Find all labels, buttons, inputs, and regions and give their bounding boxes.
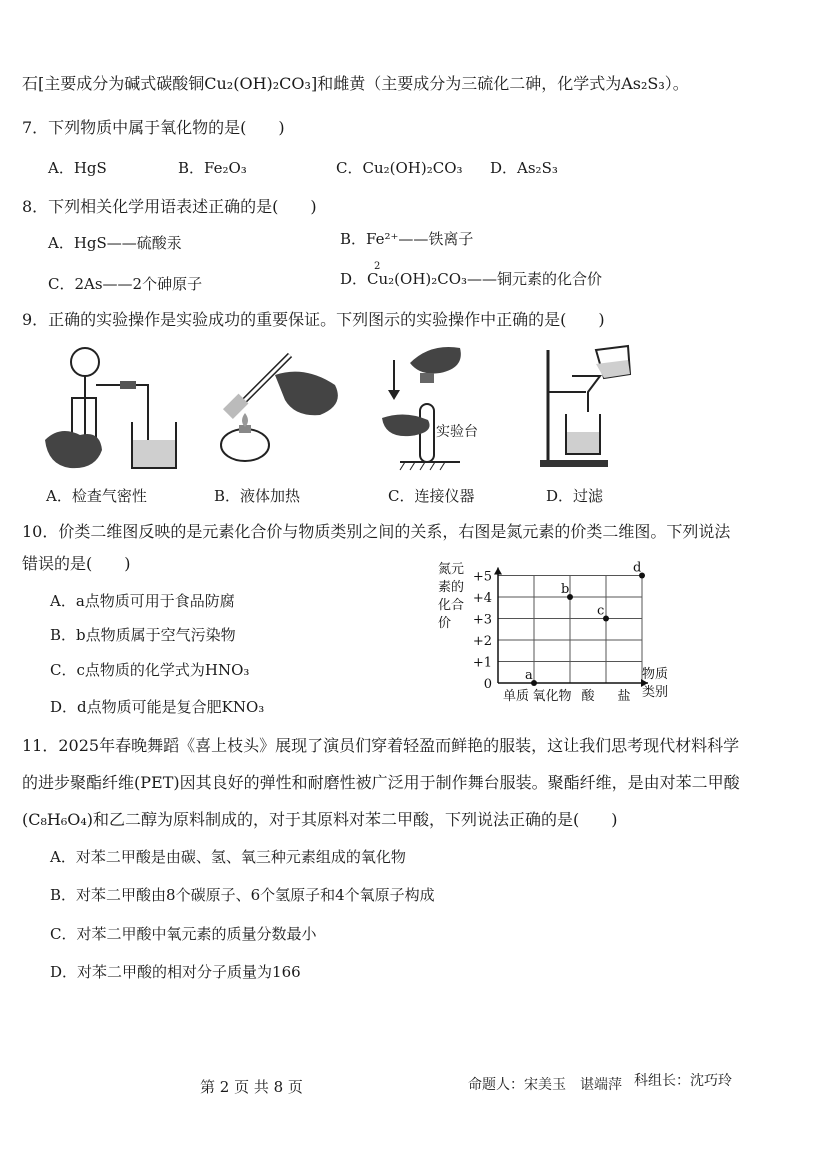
y-tick-label: +1: [472, 655, 492, 671]
q8-option-a: A．HgS——硫酸汞: [48, 234, 182, 252]
x-tick-label: 盐: [617, 689, 631, 704]
q10-stem-line1: 10．价类二维图反映的是元素化合价与物质类别之间的关系，右图是氮元素的价类二维图。下列说法: [22, 522, 731, 541]
q9-option-c: C．连接仪器: [388, 487, 475, 505]
x-tick-label: 单质: [502, 689, 530, 704]
q8-option-b: B．Fe²⁺——铁离子: [340, 230, 474, 248]
page-number: 第 2 页 共 8 页: [200, 1078, 303, 1096]
y-tick-label: +5: [472, 569, 492, 585]
author-credit: 命题人：宋美玉 谌端萍: [468, 1077, 622, 1093]
nitrogen-valence-chart: [420, 555, 690, 710]
q9-option-a: A．检查气密性: [46, 487, 147, 505]
x-axis-label-line2: 类别: [642, 685, 669, 700]
group-leader-credit: 科组长：沈巧玲: [634, 1073, 732, 1089]
q10-option-c: C．c点物质的化学式为HNO₃: [50, 661, 250, 679]
q11-option-c: C．对苯二甲酸中氧元素的质量分数最小: [50, 925, 317, 943]
q11-option-d: D．对苯二甲酸的相对分子质量为166: [50, 963, 301, 981]
q7-option-a: A．HgS: [48, 159, 107, 177]
q9-stem: 9．正确的实验操作是实验成功的重要保证。下列图示的实验操作中正确的是( ): [22, 310, 605, 329]
q7-option-c: C．Cu₂(OH)₂CO₃: [336, 159, 463, 177]
q8-option-c: C．2As——2个砷原子: [48, 275, 203, 293]
figure-airtightness-check: [40, 340, 180, 475]
q8-option-d: D．Cu₂(OH)₂CO₃——铜元素的化合价: [340, 270, 603, 288]
x-tick-label: 氧化物: [532, 689, 572, 704]
y-axis-label: [438, 562, 464, 631]
q8-stem: 8．下列相关化学用语表述正确的是( ): [22, 197, 317, 216]
y-tick-label: +3: [472, 612, 492, 628]
y-axis-label-line1: 氮元: [438, 562, 465, 577]
q9-option-d: D．过滤: [546, 487, 604, 505]
q9-option-b: B．液体加热: [214, 487, 301, 505]
figure-filtration: [538, 342, 638, 470]
q8-option-d-valence: 2: [374, 261, 381, 272]
x-axis-label-line1: 物质: [642, 667, 669, 682]
y-tick-label: +4: [472, 591, 492, 606]
data-point-label-d: d: [633, 560, 642, 576]
y-axis-label-line3: 化合: [438, 598, 465, 613]
q11-stem-line1: 11．2025年春晚舞蹈《喜上枝头》展现了演员们穿着轻盈而鲜艳的服装，这让我们思考现代材料科学: [22, 736, 740, 755]
x-tick-label: 酸: [581, 689, 595, 704]
q11-stem-line3: (C₈H₆O₄)和乙二醇为原料制成的，对于其原料对苯二甲酸，下列说法正确的是( ): [22, 810, 618, 829]
data-point-label-c: c: [597, 603, 605, 619]
q10-option-d: D．d点物质可能是复合肥KNO₃: [50, 698, 265, 716]
q11-option-b: B．对苯二甲酸由8个碳原子、6个氢原子和4个氧原子构成: [50, 886, 435, 904]
q11-option-a: A．对苯二甲酸是由碳、氢、氧三种元素组成的氧化物: [50, 848, 406, 866]
data-point-label-b: b: [561, 582, 570, 597]
q7-option-b: B．Fe₂O₃: [178, 159, 247, 177]
figure-liquid-heating: [215, 345, 350, 470]
y-tick-label: +2: [472, 634, 492, 649]
y-axis-label-line2: 素的: [438, 580, 465, 595]
figure-c-bench-label: 实验台: [436, 424, 478, 440]
y-axis-label-line4: 价: [438, 616, 452, 631]
q7-option-d: D．As₂S₃: [490, 159, 558, 177]
q7-stem: 7．下列物质中属于氧化物的是( ): [22, 118, 285, 137]
data-point-label-a: a: [525, 668, 533, 683]
intro-line: 石[主要成分为碱式碳酸铜Cu₂(OH)₂CO₃]和雌黄（主要成分为三硫化二砷，化学式为As₂S₃）。: [22, 74, 689, 93]
q10-option-a: A．a点物质可用于食品防腐: [50, 592, 235, 610]
figure-connecting-instruments: [380, 338, 500, 473]
q10-stem-line2: 错误的是( ): [22, 554, 131, 573]
q10-option-b: B．b点物质属于空气污染物: [50, 626, 236, 644]
y-tick-label: 0: [483, 677, 492, 692]
y-axis-arrow: [494, 568, 502, 575]
q11-stem-line2: 的进步聚酯纤维(PET)因其良好的弹性和耐磨性被广泛用于制作舞台服装。聚酯纤维，是由对苯二甲酸: [22, 773, 740, 792]
